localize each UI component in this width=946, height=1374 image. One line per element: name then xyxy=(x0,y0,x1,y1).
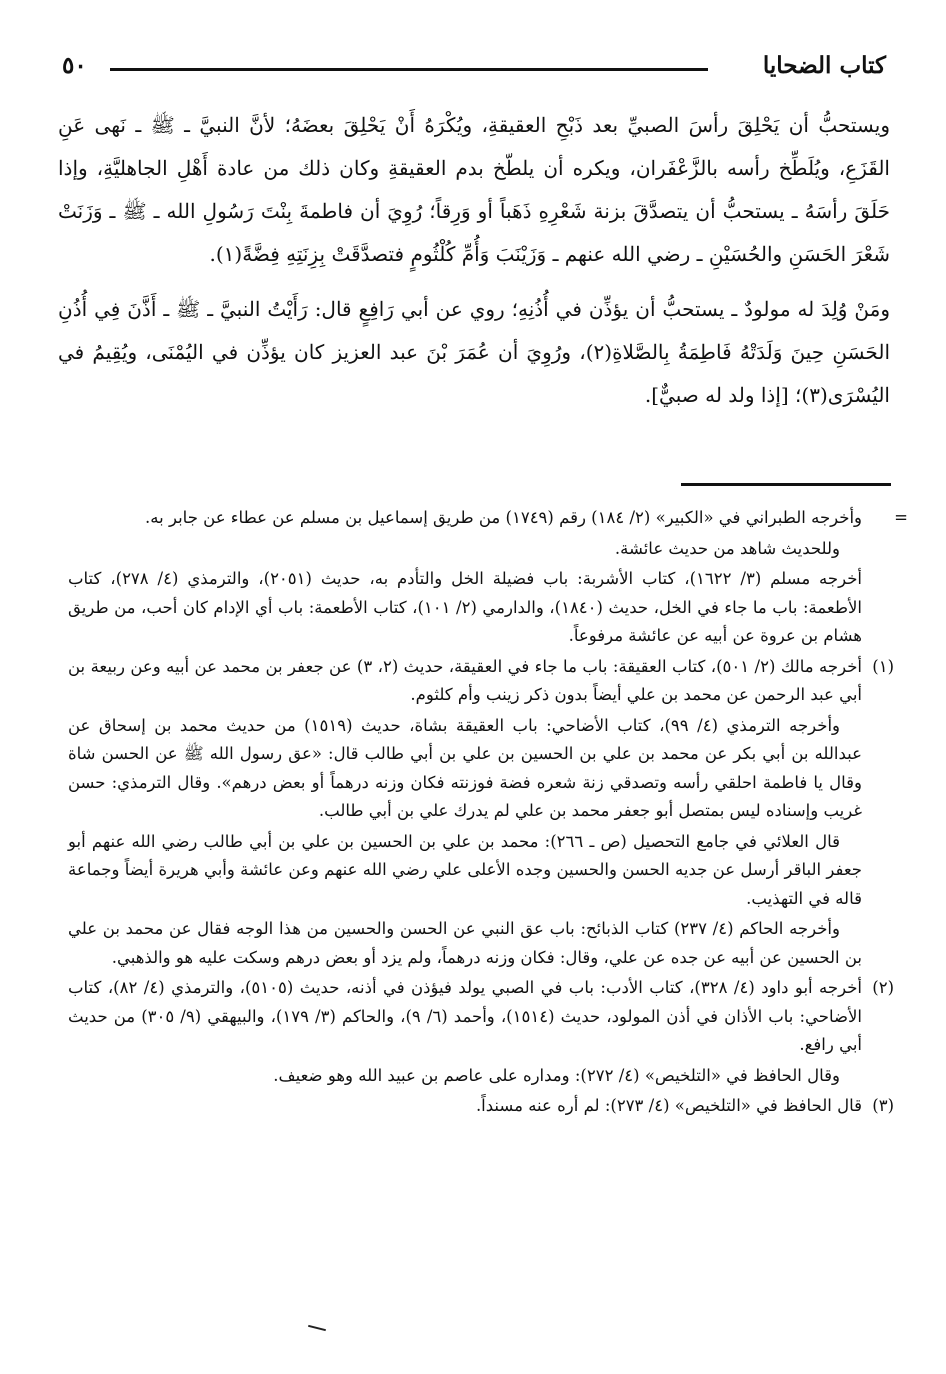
footnote-line: وقال الحافظ في «التلخيص» (٤/ ٢٧٢): ومداره على عاصم بن عبيد الله وهو ضعيف. xyxy=(273,1065,840,1085)
footnote-text: أخرجه أبو داود (٤/ ٣٢٨)، كتاب الأدب: باب في الصبي يولد فيؤذن في أذنه، حديث (٥١٠٥)، والترمذي (٤/ ٨٢)، كتاب الأضاحي: باب الأذان في أذن المولود، حديث (١٥١٤)، وأحمد (٦/ ٩)، والحاكم (٣/ ١٧٩)، والبيهقي (٩/ ٣٠٥) من حديث أبي رافع. xyxy=(68,978,862,1054)
page-header xyxy=(62,52,886,92)
footnote-line: وأخرجه الترمذي (٤/ ٩٩)، كتاب الأضاحي: باب العقيقة بشاة، حديث (١٥١٩) من حديث محمد بن إسحاق عن عبدالله بن أبي بكر عن محمد بن علي بن الحسين بن علي بن أبي طالب قال: «عق رسول الله ﷺ عن الحسن شاة وقال يا فاطمة احلقي رأسه وتصدقي زنة شعره فضة فوزنته فكان وزنه درهماً أو بعض درهم». وقال الترمذي: حسن غريب وإسناده ليس بمتصل أبو جعفر محمد بن علي لم يدرك علي بن أبي طالب. xyxy=(68,715,862,820)
footnote-line: قال العلائي في جامع التحصيل (ص ـ ٢٦٦): محمد بن علي بن الحسين بن علي بن أبي طالب رضي الله عنهم أبو جعفر الباقر أرسل عن جديه الحسن والحسين وجده الأعلى علي رضي الله عنهم وعن عائشة وأبي هريرة أيضاً وجماعة قاله في التهذيب. xyxy=(68,831,862,908)
footnote-1 xyxy=(68,653,894,710)
footnote-number: (١) xyxy=(872,656,894,676)
footnote-3 xyxy=(68,1092,894,1121)
scan-mark xyxy=(308,1325,326,1331)
footnote-separator xyxy=(681,483,891,486)
footnote-continuation xyxy=(68,504,908,533)
footnote-text: وأخرجه الطبراني في «الكبير» (٢/ ١٨٤) رقم (١٧٤٩) من طريق إسماعيل بن مسلم عن عطاء عن جابر به. xyxy=(145,508,862,527)
header-rule xyxy=(110,68,708,71)
paragraph-adhan: ومَنْ وُلِدَ له مولودٌ ـ يستحبُّ أن يؤذِّن في أُذُنِهِ؛ روي عن أبي رَافِعٍ قال: رَأَيْتُ النبيَّ ـ ﷺ ـ أَذَّنَ فِي أُذُنِ الحَسَنِ حِينَ وَلَدَتْهُ فَاطِمَةُ بِالصَّلاةِ(٢)، ورُوِيَ أن عُمَرَ بْنَ عبد العزيز كان يؤذِّن في اليُمْنَى، ويُقِيمُ في اليُسْرَى(٣)؛ [إذا ولد له صبيٌّ]. xyxy=(58,297,890,407)
footnote-line: أخرجه مسلم (٣/ ١٦٢٢)، كتاب الأشربة: باب فضيلة الخل والتأدم به، حديث (٢٠٥١)، والترمذي (٤/ ٢٧٨)، كتاب الأطعمة: باب ما جاء في الخل، حديث (١٨٤٠)، والدارمي (٢/ ١٠١)، كتاب الأطعمة: باب أي الإدام كان أحب، من طريق هشام بن عروة عن أبيه عن عائشة مرفوعاً. xyxy=(68,569,862,645)
footnote-number: (٢) xyxy=(872,978,894,997)
main-text xyxy=(58,104,890,417)
footnote-text: أخرجه مالك (٢/ ٥٠١)، كتاب العقيقة: باب ما جاء في العقيقة، حديث (٢، ٣) عن جعفر بن محمد عن أبيه وعن ربيعة بن أبي عبد الرحمن عن محمد بن علي أيضاً بدون ذكر زينب وأم كلثوم. xyxy=(68,656,862,704)
footnote-line: وأخرجه الحاكم (٤/ ٢٣٧) كتاب الذبائح: باب عق النبي عن الحسن والحسين من هذا الوجه فقال عن محمد بن علي بن الحسين عن أبيه عن جده عن علي، وقال: فكان وزنه درهماً، ولم يزد أو بعض درهم وسكت عليه هو والذهبي. xyxy=(68,919,862,967)
footnote-2 xyxy=(68,974,894,1060)
footnote-number: (٣) xyxy=(872,1096,894,1115)
footnote-text: قال الحافظ في «التلخيص» (٤/ ٢٧٣): لم أره عنه مسنداً. xyxy=(475,1096,862,1115)
continuation-mark: = xyxy=(894,508,908,527)
book-title: كتاب الضحايا xyxy=(762,52,886,79)
footnote-line: وللحديث شاهد من حديث عائشة. xyxy=(614,538,840,558)
footnotes xyxy=(68,504,908,1123)
page-number: ٥٠ xyxy=(62,52,87,79)
paragraph-shaving: ويستحبُّ أن يَحْلِقَ رأسَ الصبيِّ بعد ذَبْحِ العقيقةِ، ويُكْرَهُ أَنْ يَحْلِقَ بعضَهُ؛ لأنَّ النبيَّ ـ ﷺ ـ نَهى عَنِ القَزَعِ، ويُلَطِّخ رأسه بالزَّعْفَران، ويكره أن يلطّخ بدم العقيقةِ وكان ذلك من عادة أَهْلِ الجاهليَّةِ، وإذا حَلَقَ رأسَهُ ـ يستحبُّ أن يتصدَّقَ بزنة شَعْرِهِ ذَهَباً أو وَرِقاً؛ رُوِيَ أن فاطمةَ بِنْتَ رَسُولِ الله ـ ﷺ ـ وَزَنَتْ شَعْرَ الحَسَنِ والحُسَيْنِ ـ رضي الله عنهم ـ وَزَيْنَبَ وَأُمِّ كُلْثُومٍ فتصدَّقَتْ بِزِنَتِهِ فِضَّةً(١). xyxy=(58,113,890,266)
